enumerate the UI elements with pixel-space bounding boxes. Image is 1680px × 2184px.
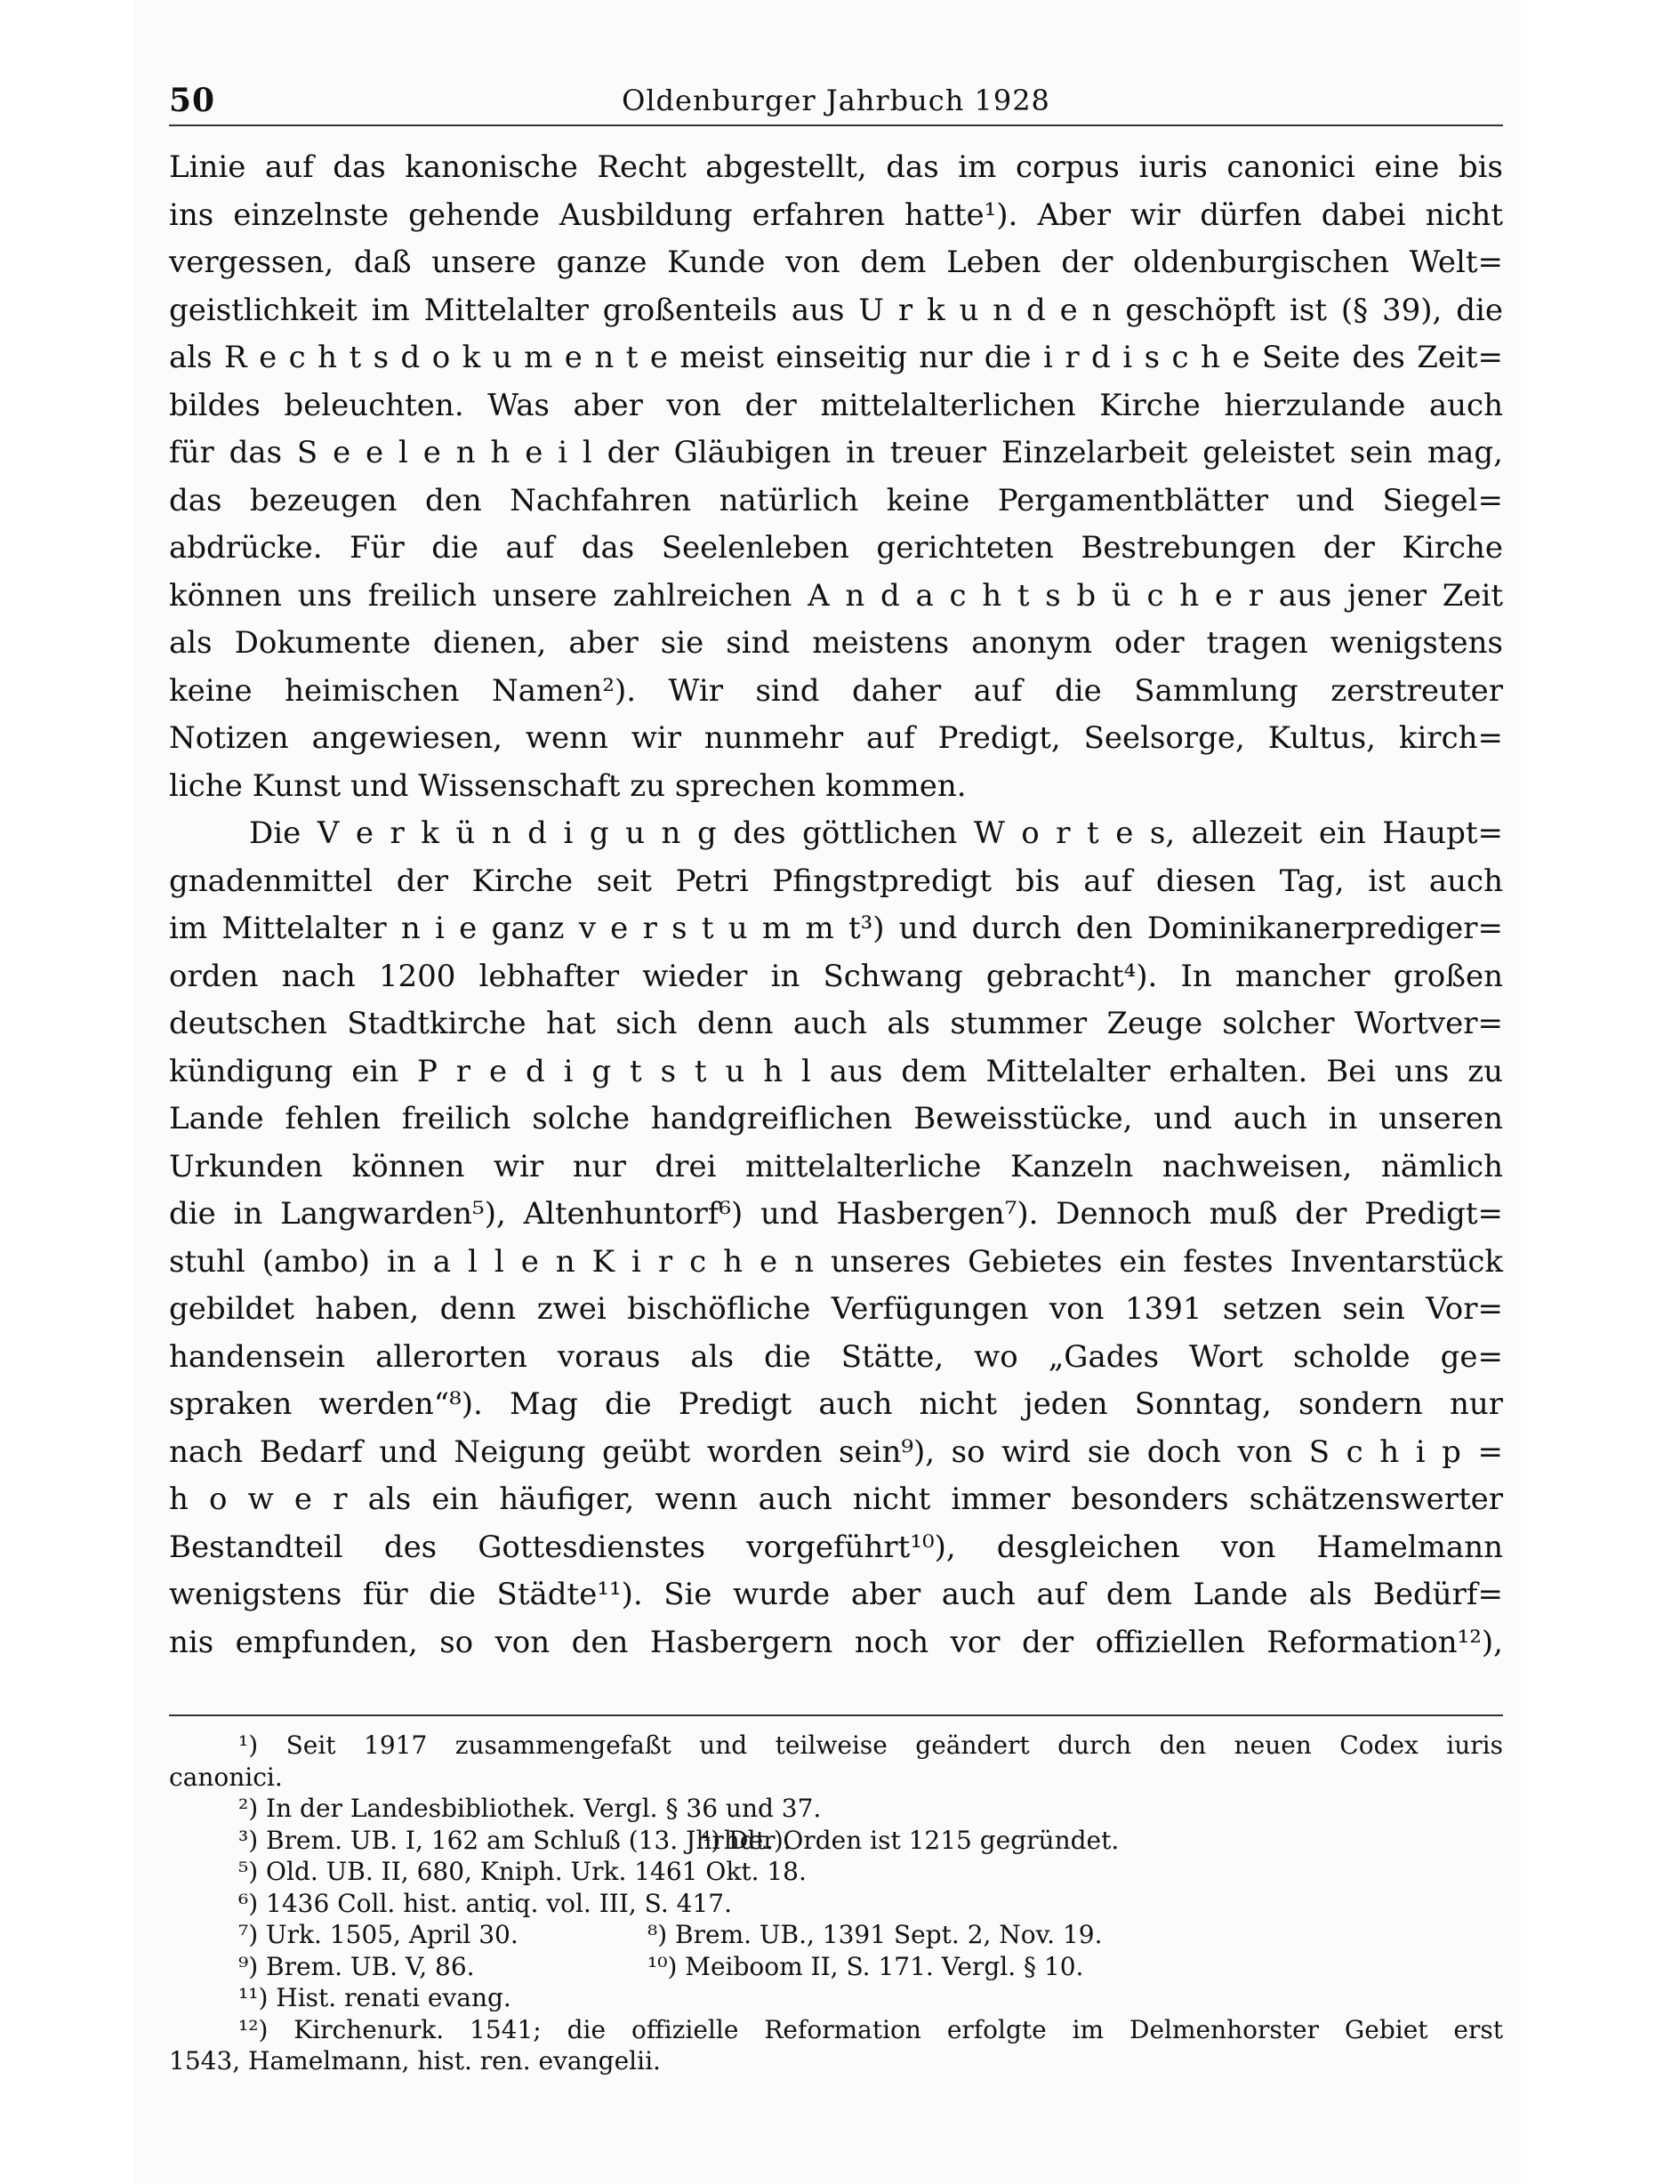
text-line: handensein allerorten voraus als die Stätte, wo „Gades Wort scholde ge= bbox=[169, 1338, 1503, 1375]
text-line: vergessen, daß unsere ganze Kunde von dem Leben der oldenburgischen Welt= bbox=[169, 245, 1503, 280]
footnote-3: ³) Brem. UB. I, 162 am Schluß (13. Jhrhdt.). bbox=[238, 1825, 792, 1855]
text-line: liche Kunst und Wissenschaft zu sprechen kommen. bbox=[169, 767, 967, 804]
header-rule bbox=[169, 124, 1503, 126]
footnote-4: ⁴) Der Orden ist 1215 gegründet. bbox=[701, 1825, 1120, 1855]
running-title: Oldenburger Jahrbuch 1928 bbox=[622, 84, 1050, 117]
footnote-9: ⁹) Brem. UB. V, 86. bbox=[238, 1951, 475, 1981]
footnote-6: ⁶) 1436 Coll. hist. antiq. vol. III, S. 417. bbox=[238, 1888, 733, 1918]
text-line: nach Bedarf und Neigung geübt worden sein⁹), so wird sie doch von S c h i p = bbox=[169, 1433, 1503, 1470]
text-line: Notizen angewiesen, wenn wir nunmehr auf Predigt, Seelsorge, Kultus, kirch= bbox=[169, 720, 1503, 756]
text-line: nis empfunden, so von den Hasbergern noch vor der offiziellen Reformation¹²), bbox=[169, 1624, 1503, 1660]
text-line: stuhl (ambo) in a l l e n K i r c h e n unseres Gebietes ein festes Inventarstück bbox=[169, 1243, 1503, 1280]
text-line: abdrücke. Für die auf das Seelenleben gerichteten Bestrebungen der Kirche bbox=[169, 530, 1503, 566]
text-line: als R e c h t s d o k u m e n t e meist einseitig nur die i r d i s c h e Seite des Zeit= bbox=[169, 340, 1503, 375]
footnote-5: ⁵) Old. UB. II, 680, Kniph. Urk. 1461 Okt. 18. bbox=[238, 1857, 807, 1886]
footnote-1-continued: canonici. bbox=[169, 1762, 283, 1792]
body-text bbox=[169, 144, 1503, 1666]
footnote-8: ⁸) Brem. UB., 1391 Sept. 2, Nov. 19. bbox=[647, 1920, 1103, 1949]
page-number: 50 bbox=[169, 82, 216, 119]
footnotes bbox=[169, 1730, 1503, 2077]
text-line: spraken werden“⁸). Mag die Predigt auch nicht jeden Sonntag, sondern nur bbox=[169, 1386, 1503, 1422]
text-line: gebildet haben, denn zwei bischöfliche Verfügungen von 1391 setzen sein Vor= bbox=[169, 1291, 1503, 1327]
text-line: Die V e r k ü n d i g u n g des göttlichen W o r t e s, allezeit ein Haupt= bbox=[249, 815, 1503, 851]
text-line: das bezeugen den Nachfahren natürlich keine Pergamentblätter und Siegel= bbox=[169, 482, 1503, 518]
text-line: deutschen Stadtkirche hat sich denn auch als stummer Zeuge solcher Wortver= bbox=[169, 1006, 1503, 1041]
text-line: für das S e e l e n h e i l der Gläubigen in treuer Einzelarbeit geleistet sein mag, bbox=[169, 435, 1503, 470]
footnote-10: ¹⁰) Meiboom II, S. 171. Vergl. § 10. bbox=[647, 1951, 1084, 1981]
footnote-7: ⁷) Urk. 1505, April 30. bbox=[238, 1920, 518, 1949]
text-line: orden nach 1200 lebhafter wieder in Schwang gebracht⁴). In mancher großen bbox=[169, 958, 1503, 994]
text-line: als Dokumente dienen, aber sie sind meistens anonym oder tragen wenigstens bbox=[169, 625, 1503, 661]
footnote-12: ¹²) Kirchenurk. 1541; die offizielle Reformation erfolgte im Delmenhorster Gebiet erst bbox=[238, 2014, 1503, 2044]
text-line: h o w e r als ein häufiger, wenn auch nicht immer besonders schätzenswerter bbox=[169, 1481, 1503, 1517]
text-line: im Mittelalter n i e ganz v e r s t u m m t³) und durch den Dominikanerprediger= bbox=[169, 911, 1503, 946]
text-line: Linie auf das kanonische Recht abgestellt, das im corpus iuris canonici eine bis bbox=[169, 149, 1503, 185]
text-line: die in Langwarden⁵), Altenhuntorf⁶) und Hasbergen⁷). Dennoch muß der Predigt= bbox=[169, 1196, 1503, 1232]
page-header bbox=[169, 82, 1503, 126]
footnote-1: ¹) Seit 1917 zusammengefaßt und teilweise geändert durch den neuen Codex iuris bbox=[238, 1730, 1503, 1760]
footnote-11: ¹¹) Hist. renati evang. bbox=[238, 1983, 511, 2012]
footnote-rule bbox=[169, 1714, 1503, 1716]
footnote-2: ²) In der Landesbibliothek. Vergl. § 36 und 37. bbox=[238, 1794, 822, 1823]
text-line: können uns freilich unsere zahlreichen A n d a c h t s b ü c h e r aus jener Zeit bbox=[169, 577, 1503, 614]
text-line: keine heimischen Namen²). Wir sind daher auf die Sammlung zerstreuter bbox=[169, 672, 1503, 709]
footnote-row bbox=[169, 1951, 1503, 1983]
text-line: bildes beleuchten. Was aber von der mittelalterlichen Kirche hierzulande auch bbox=[169, 387, 1503, 423]
text-line: kündigung ein P r e d i g t s t u h l aus dem Mittelalter erhalten. Bei uns zu bbox=[169, 1053, 1503, 1089]
footnote-12-continued: 1543, Hamelmann, hist. ren. evangelii. bbox=[169, 2046, 661, 2076]
text-line: gnadenmittel der Kirche seit Petri Pfingstpredigt bis auf diesen Tag, ist auch bbox=[169, 863, 1503, 899]
text-line: Lande fehlen freilich solche handgreiflichen Beweisstücke, und auch in unseren bbox=[169, 1101, 1503, 1136]
text-line: Urkunden können wir nur drei mittelalterliche Kanzeln nachweisen, nämlich bbox=[169, 1148, 1503, 1184]
text-line: Bestandteil des Gottesdienstes vorgeführt¹⁰), desgleichen von Hamelmann bbox=[169, 1529, 1503, 1565]
footnote-row bbox=[169, 1825, 1503, 1857]
text-line: geistlichkeit im Mittelalter großenteils aus U r k u n d e n geschöpft ist (§ 39), die bbox=[169, 292, 1503, 328]
footnote-row bbox=[169, 1919, 1503, 1951]
text-line: ins einzelnste gehende Ausbildung erfahren hatte¹). Aber wir dürfen dabei nicht bbox=[169, 197, 1503, 233]
text-line: wenigstens für die Städte¹¹). Sie wurde aber auch auf dem Lande als Bedürf= bbox=[169, 1577, 1503, 1612]
